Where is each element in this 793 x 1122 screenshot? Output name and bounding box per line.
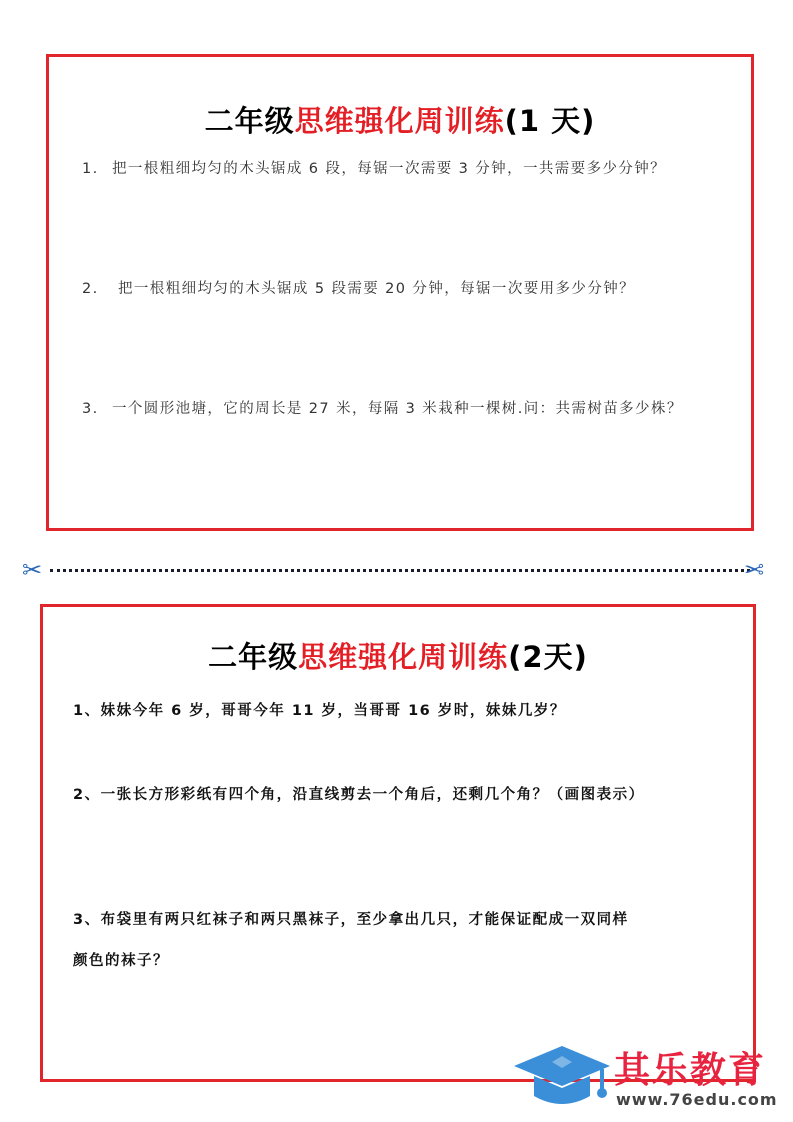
day1-question-2 [82,277,635,298]
day1-title [49,99,751,140]
scissors-icon: ✂ [22,556,43,584]
title-grade: 二年级 [204,104,295,138]
brand-logo [510,1040,790,1115]
cut-line-divider [50,569,750,572]
scissors-icon: ✂ [744,556,765,584]
day2-question-2: 2、一张长方形彩纸有四个角，沿直线剪去一个角后，还剩几个角？（画图表示） [73,787,645,803]
question-number: 2. [82,281,99,297]
day2-title [43,635,753,676]
question-number: 3. [82,401,99,417]
title-day: (2天) [508,640,588,674]
title-grade: 二年级 [208,640,299,674]
question-text: 一个圆形池塘，它的周长是 27 米，每隔 3 米栽种一棵树.问：共需树苗多少株？ [112,401,683,417]
day1-question-1 [82,157,666,178]
brand-url: www.76edu.com [616,1090,778,1109]
graduation-cap-icon [510,1042,614,1114]
day2-question-1: 1、妹妹今年 6 岁，哥哥今年 11 岁，当哥哥 16 岁时，妹妹几岁？ [73,703,566,719]
title-topic: 思维强化周训练 [298,640,509,674]
title-topic: 思维强化周训练 [294,104,505,138]
question-number: 1. [82,161,99,177]
title-day: (1 天) [504,104,596,138]
brand-name: 其乐教育 [614,1050,767,1091]
day2-question-3: 3、布袋里有两只红袜子和两只黑袜子，至少拿出几只，才能保证配成一双同样 [73,912,629,928]
day1-question-3 [82,397,683,418]
question-text: 把一根粗细均匀的木头锯成 6 段，每锯一次需要 3 分钟，一共需要多少分钟？ [112,161,667,177]
day2-question-3-continued: 颜色的袜子？ [73,953,169,969]
day2-worksheet-card [40,604,756,1082]
question-text: 把一根粗细均匀的木头锯成 5 段需要 20 分钟，每锯一次要用多少分钟？ [112,281,636,297]
day1-worksheet-card [46,54,754,531]
